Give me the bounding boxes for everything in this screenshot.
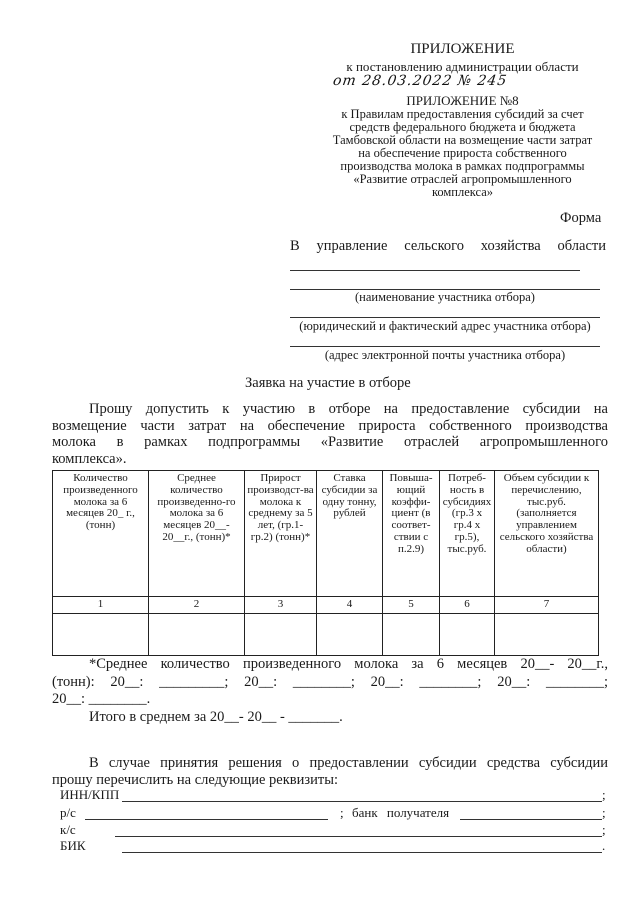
form-label: Форма (560, 210, 602, 226)
column-number: 2 (149, 597, 245, 614)
application-title: Заявка на участие в отборе (245, 375, 411, 391)
rules-line: производства молока в рамках подпрограммы (340, 159, 585, 173)
inn-field[interactable] (122, 801, 602, 802)
email-hint: (адрес электронной почты участника отбора) (324, 348, 566, 362)
header-cell: Потреб-ность в субсидиях (гр.3 х гр.4 х гр.5), тыс.руб. (440, 471, 495, 597)
rules-line: «Развитие отраслей агропромышленного (353, 172, 572, 186)
column-number: 6 (440, 597, 495, 614)
table-input-cell[interactable] (245, 613, 317, 655)
appendix-number: ПРИЛОЖЕНИЕ №8 (406, 93, 519, 108)
ks-label: к/с (60, 822, 76, 837)
bank-field[interactable] (460, 819, 602, 820)
rules-line: к Правилам предоставления субсидий за счет (341, 107, 584, 121)
subsidy-table (52, 470, 599, 656)
table-input-cell[interactable] (440, 613, 495, 655)
footnote: *Среднее количество произведенного молока за 6 месяцев 20__- 20__г., (тонн): 20__: _________; 20__: ________; 20__: ________; 20__: ________; 20__: ________. Итого в среднем за 20__- 20__ - _______. (52, 656, 608, 725)
payment-paragraph: В случае принятия решения о предоставлении субсидии средства субсидии прошу перечислить на следующие реквизиты: (52, 755, 608, 788)
header-cell: Прирост производст-ва молока к среднему за 5 лет, (гр.1-гр.2) (тонн)* (245, 471, 317, 597)
rules-line: средств федерального бюджета и бюджета (349, 120, 576, 134)
table-input-cell[interactable] (495, 613, 599, 655)
column-number: 4 (317, 597, 383, 614)
appendix-title: ПРИЛОЖЕНИЕ (410, 41, 515, 57)
handwritten-date-number: от 28.03.2022 № 245 (331, 73, 509, 89)
application-paragraph: Прошу допустить к участию в отборе на предоставление субсидии на возмещение части затрат на обеспечение прироста собственного производства молока в рамках подпрограммы «Развитие отраслей агропромышленного комплекса». (52, 401, 608, 467)
rules-line: Тамбовской области на возмещение части затрат (332, 133, 593, 147)
table-row (53, 613, 599, 655)
name-field-line-1[interactable] (290, 270, 580, 271)
column-number: 3 (245, 597, 317, 614)
table-input-cell[interactable] (383, 613, 440, 655)
address-hint: (юридический и фактический адрес участника отбора) (299, 319, 591, 333)
table-header-row (53, 471, 599, 597)
rs-label: р/с (60, 805, 76, 820)
resolution-line: к постановлению администрации области (346, 59, 579, 74)
rules-line: комплекса» (431, 185, 494, 199)
average-total: Итого в среднем за 20__- 20__ - _______. (89, 708, 343, 725)
ks-field[interactable] (115, 836, 602, 837)
table-input-cell[interactable] (149, 613, 245, 655)
column-number: 5 (383, 597, 440, 614)
column-number: 7 (495, 597, 599, 614)
email-field-line[interactable] (290, 346, 600, 347)
address-field-line[interactable] (290, 317, 600, 318)
rs-field[interactable] (85, 819, 328, 820)
bik-field[interactable] (122, 852, 602, 853)
bank-label: банк получателя (352, 805, 450, 820)
table-input-cell[interactable] (317, 613, 383, 655)
header-cell: Объем субсидии к перечислению, тыс.руб. (заполняется управлением сельского хозяйства области) (495, 471, 599, 597)
bik-label: БИК (60, 838, 86, 853)
rules-line: на обеспечение прироста собственного (358, 146, 567, 160)
table-input-cell[interactable] (53, 613, 149, 655)
addressee-line: В управление сельского хозяйства области (290, 238, 606, 254)
header-cell: Ставка субсидии за одну тонну, рублей (317, 471, 383, 597)
header-cell: Повыша-ющий коэффи-циент (в соответ-ствии с п.2.9) (383, 471, 440, 597)
header-cell: Среднее количество произведенно-го молока за 6 месяцев 20__- 20__г., (тонн)* (149, 471, 245, 597)
table-number-row (53, 597, 599, 614)
name-hint: (наименование участника отбора) (355, 290, 535, 304)
header-cell: Количество произведенного молока за 6 месяцев 20_ г., (тонн) (53, 471, 149, 597)
column-number: 1 (53, 597, 149, 614)
inn-label: ИНН/КПП (60, 787, 120, 802)
